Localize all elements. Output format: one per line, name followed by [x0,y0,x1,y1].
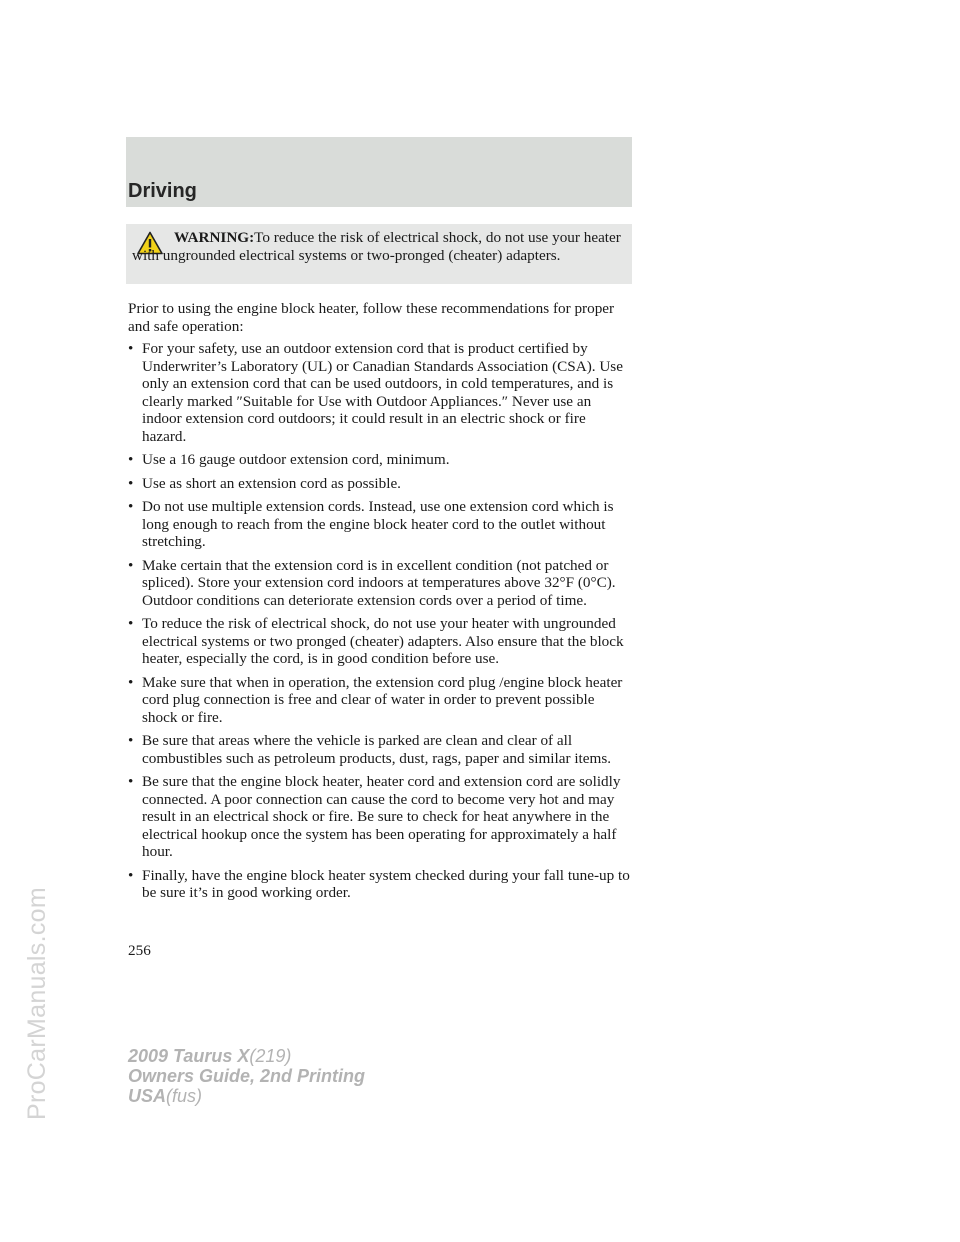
list-item [128,867,633,902]
list-item-text: To reduce the risk of electrical shock, do not use your heater with ungrounded electrical systems or two pronged (cheater) adapters. Also ensure that the block heater, especially the cord, is in good condition before use. [142,615,624,667]
list-item [128,773,633,861]
list-item-text: Finally, have the engine block heater system checked during your fall tune-up to be sure it’s in good working order. [142,866,630,901]
bullet-glyph: • [128,773,134,790]
body-text [128,300,633,908]
list-item-text: For your safety, use an outdoor extension cord that is product certified by Underwriter’s Laboratory (UL) or Canadian Standards Association (CSA). Use only an extension cord that can be used outdoors, in cold temperatures, and is clearly marked ″Suitable for Use with Outdoor Appliances.″ Never use an indoor extension cord outdoors; it could result in an electric shock or fire hazard. [142,340,623,445]
warning-message: To reduce the risk of electrical shock, do not use your heater with ungrounded electrical systems or two-pronged (cheater) adapters. [132,229,621,264]
list-item-text: Use a 16 gauge outdoor extension cord, minimum. [142,451,450,468]
list-item [128,498,633,551]
watermark: ProCarManuals.com [23,887,51,1120]
section-header-band [126,137,632,207]
intro-paragraph: Prior to using the engine block heater, follow these recommendations for proper and safe operation: [128,300,615,335]
bullet-glyph: • [128,673,134,691]
list-item [128,674,633,727]
list-item-text: Make sure that when in operation, the extension cord plug /engine block heater cord plug connection is free and clear of water in order to prevent possible shock or fire. [142,673,623,726]
list-item [128,557,633,610]
warning-label: WARNING: [174,229,255,246]
list-item-text: Be sure that areas where the vehicle is parked are clean and clear of all combustibles such as petroleum products, dust, rags, paper and similar items. [142,732,612,767]
list-item-text: Do not use multiple extension cords. Instead, use one extension cord which is long enough to reach from the engine block heater cord to the outlet without stretching. [142,498,614,550]
bullet-glyph: • [128,732,134,749]
list-item [128,615,633,668]
bullet-glyph: • [128,474,134,492]
list-item [128,340,633,445]
bullet-glyph: • [128,451,134,468]
footer-line-guide: Owners Guide, 2nd Printing [128,1066,366,1086]
list-item [128,451,633,469]
footer-line-region: USA(fus) [128,1086,203,1106]
list-item-text: Be sure that the engine block heater, heater cord and extension cord are solidly connected. A poor connection can cause the cord to become very hot and may result in an electrical shock or fire. Be sure to check for heat anywhere in the electrical hookup once the system has been operating for approximately a half hour. [142,773,621,860]
recommendations-list [128,340,633,902]
list-item-text: Use as short an extension cord as possible. [142,474,401,492]
list-item [128,732,633,767]
section-title: Driving [128,180,197,202]
footer-imprint [128,1046,365,1106]
list-item [128,475,633,493]
bullet-glyph: • [128,340,134,357]
page-number: 256 [128,942,151,959]
bullet-glyph: • [128,866,134,884]
footer-line-model: 2009 Taurus X(219) [128,1046,292,1066]
bullet-glyph: • [128,615,134,632]
bullet-glyph: • [128,498,134,515]
warning-text [132,229,628,265]
bullet-glyph: • [128,556,134,574]
list-item-text: Make certain that the extension cord is in excellent condition (not patched or spliced). Store your extension cord indoors at temperatures above 32°F (0°C). Outdoor conditions can deteriorate extension cords over a period of time. [142,556,616,609]
